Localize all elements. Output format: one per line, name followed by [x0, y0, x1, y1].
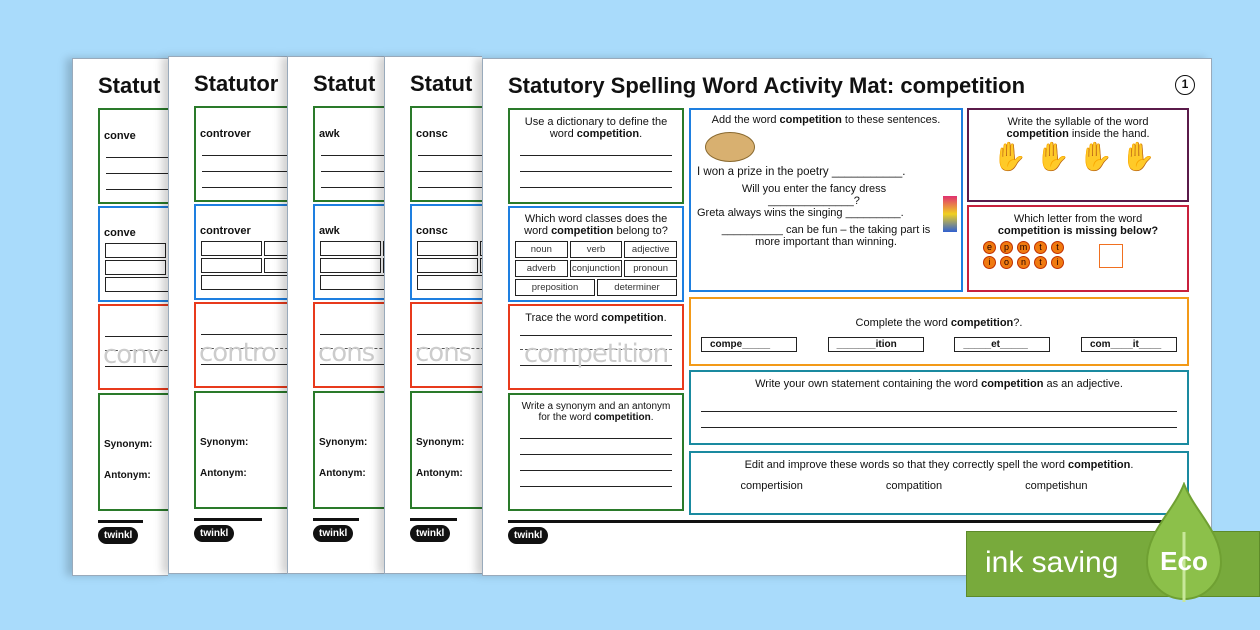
- complete-word-box: Complete the word competition?. compe_____ _______ition _____et_____ com____it____: [689, 297, 1189, 366]
- trace-box: [98, 304, 168, 390]
- letter-bubble: t: [1034, 256, 1047, 269]
- synonym-box: [410, 391, 482, 509]
- define-box: Use a dictionary to define the word competition.: [508, 108, 684, 204]
- people-table-picture: [705, 132, 755, 162]
- antonym-label: Antonym:: [200, 468, 247, 479]
- letter-bubble: i: [983, 256, 996, 269]
- trace-box: Trace the word competition. competition: [508, 304, 684, 390]
- class-option[interactable]: pronoun: [624, 260, 677, 277]
- statement-box: Write your own statement containing the word competition as an adjective.: [689, 370, 1189, 445]
- eco-leaf-icon: [1143, 482, 1225, 602]
- define-box: [194, 106, 287, 202]
- letter-bubble: n: [1017, 256, 1030, 269]
- trace-box: [410, 302, 482, 388]
- letter-bubble: p: [1000, 241, 1013, 254]
- misspelled-word: competishun: [1025, 480, 1088, 492]
- ink-saving-banner: ink saving: [966, 531, 1260, 597]
- page-title: Statut: [410, 71, 473, 96]
- class-option[interactable]: conjunction: [570, 260, 623, 277]
- twinkl-logo: twinkl: [410, 525, 450, 542]
- fill-in-word[interactable]: compe_____: [701, 337, 797, 352]
- class-option[interactable]: [417, 275, 482, 290]
- synonym-box: Write a synonym and an antonym for the word competition.: [508, 393, 684, 511]
- syllable-box: Write the syllable of the word competition inside the hand. ✋✋✋✋: [967, 108, 1189, 202]
- class-option[interactable]: [201, 241, 262, 256]
- twinkl-logo: twinkl: [313, 525, 353, 542]
- class-option[interactable]: [201, 258, 262, 273]
- letter-bubble: t: [1034, 241, 1047, 254]
- synonym-label: Synonym:: [200, 437, 249, 448]
- back-page: [72, 58, 168, 576]
- synonym-label: Synonym:: [319, 437, 368, 448]
- word-class-grid: [514, 240, 678, 278]
- misspelled-word: compertision: [740, 480, 803, 492]
- class-option[interactable]: adverb: [515, 260, 568, 277]
- page-title: Statutory Spelling Word Activity Mat: competition: [508, 73, 1026, 98]
- hand-icons: ✋✋✋✋: [992, 140, 1164, 173]
- trace-box: [313, 302, 384, 388]
- footer-rule: [508, 520, 1186, 523]
- synonym-label: Synonym:: [416, 437, 465, 448]
- trace-box: [194, 302, 287, 388]
- class-option[interactable]: adjective: [624, 241, 677, 258]
- back-page-word: conve: [104, 130, 136, 142]
- class-option[interactable]: [320, 258, 381, 273]
- define-box: [98, 108, 168, 204]
- antonym-label: Antonym:: [104, 470, 151, 481]
- synonym-box: [194, 391, 287, 509]
- page-title: Statut: [98, 73, 161, 98]
- word-classes-box: [410, 204, 482, 300]
- class-option[interactable]: [320, 275, 384, 290]
- footer-rule: [410, 518, 457, 521]
- fill-in-word[interactable]: _______ition: [828, 337, 924, 352]
- twinkl-logo: twinkl: [194, 525, 234, 542]
- letter-bubble: m: [1017, 241, 1030, 254]
- back-page: [384, 56, 482, 574]
- front-page: [482, 58, 1212, 576]
- footer-rule: [313, 518, 359, 521]
- fill-in-word[interactable]: com____it____: [1081, 337, 1177, 352]
- fill-in-word[interactable]: _____et_____: [954, 337, 1050, 352]
- back-page-word: controver: [200, 128, 251, 140]
- define-box: [410, 106, 482, 202]
- synonym-box: [98, 393, 168, 511]
- back-page: [287, 56, 384, 574]
- word-classes-box: [98, 206, 168, 302]
- class-option[interactable]: verb: [570, 241, 623, 258]
- back-page-word: controver: [200, 225, 251, 237]
- page-number: 1: [1175, 75, 1195, 95]
- class-option[interactable]: [417, 258, 478, 273]
- misspelled-word: compatition: [885, 480, 943, 492]
- back-page-word: consc: [416, 128, 448, 140]
- back-page-word: conve: [104, 227, 136, 239]
- answer-box[interactable]: [1099, 244, 1123, 268]
- trace-word: conv: [103, 340, 162, 370]
- class-option[interactable]: [320, 241, 381, 256]
- class-option[interactable]: noun: [515, 241, 568, 258]
- letter-bubble: o: [1000, 256, 1013, 269]
- eco-label: Eco: [1160, 546, 1208, 576]
- trace-word: contro: [199, 338, 276, 368]
- back-page-word: awk: [319, 128, 340, 140]
- class-option[interactable]: [417, 241, 478, 256]
- edit-box: Edit and improve these words so that they correctly spell the word competition. compertision compatition competishun: [689, 451, 1189, 515]
- sentences-box: Add the word competition to these sentences. I won a prize in the poetry ___________. Will you enter the fancy dress ______________? Greta always wins the singing _________. __________ can be fun – the taking part is more important than winning.: [689, 108, 963, 292]
- class-option[interactable]: [264, 241, 287, 256]
- class-option[interactable]: determiner: [597, 279, 677, 296]
- twinkl-logo: twinkl: [98, 527, 138, 544]
- class-option[interactable]: [105, 277, 168, 292]
- letter-bubble: i: [1051, 256, 1064, 269]
- letter-bubble: e: [983, 241, 996, 254]
- page-title: Statutor: [194, 71, 279, 96]
- word-classes-box: [194, 204, 287, 300]
- class-option[interactable]: [201, 275, 287, 290]
- define-box: [313, 106, 384, 202]
- class-option[interactable]: [105, 260, 166, 275]
- synonym-box: [313, 391, 384, 509]
- trace-word: competition: [523, 339, 669, 369]
- letter-bubble: t: [1051, 241, 1064, 254]
- back-page-word: awk: [319, 225, 340, 237]
- back-page-word: consc: [416, 225, 448, 237]
- class-option[interactable]: preposition: [515, 279, 595, 296]
- class-option[interactable]: [105, 243, 166, 258]
- missing-letter-box: Which letter from the word competition is missing below? e p m t t i o n t i: [967, 205, 1189, 292]
- word-classes-box: Which word classes does the word competition belong to? noun verb adjective adverb conjunction pronoun preposition determiner: [508, 206, 684, 302]
- footer-rule: [194, 518, 262, 521]
- class-option[interactable]: [264, 258, 287, 273]
- trace-word: cons: [415, 338, 472, 368]
- synonym-label: Synonym:: [104, 439, 153, 450]
- page-title: Statut: [313, 71, 376, 96]
- footer-rule: [98, 520, 143, 523]
- trace-word: cons: [318, 338, 375, 368]
- antonym-label: Antonym:: [319, 468, 366, 479]
- word-classes-box: [313, 204, 384, 300]
- clown-picture: [943, 196, 957, 232]
- back-page: [168, 56, 287, 574]
- twinkl-logo: twinkl: [508, 527, 548, 544]
- antonym-label: Antonym:: [416, 468, 463, 479]
